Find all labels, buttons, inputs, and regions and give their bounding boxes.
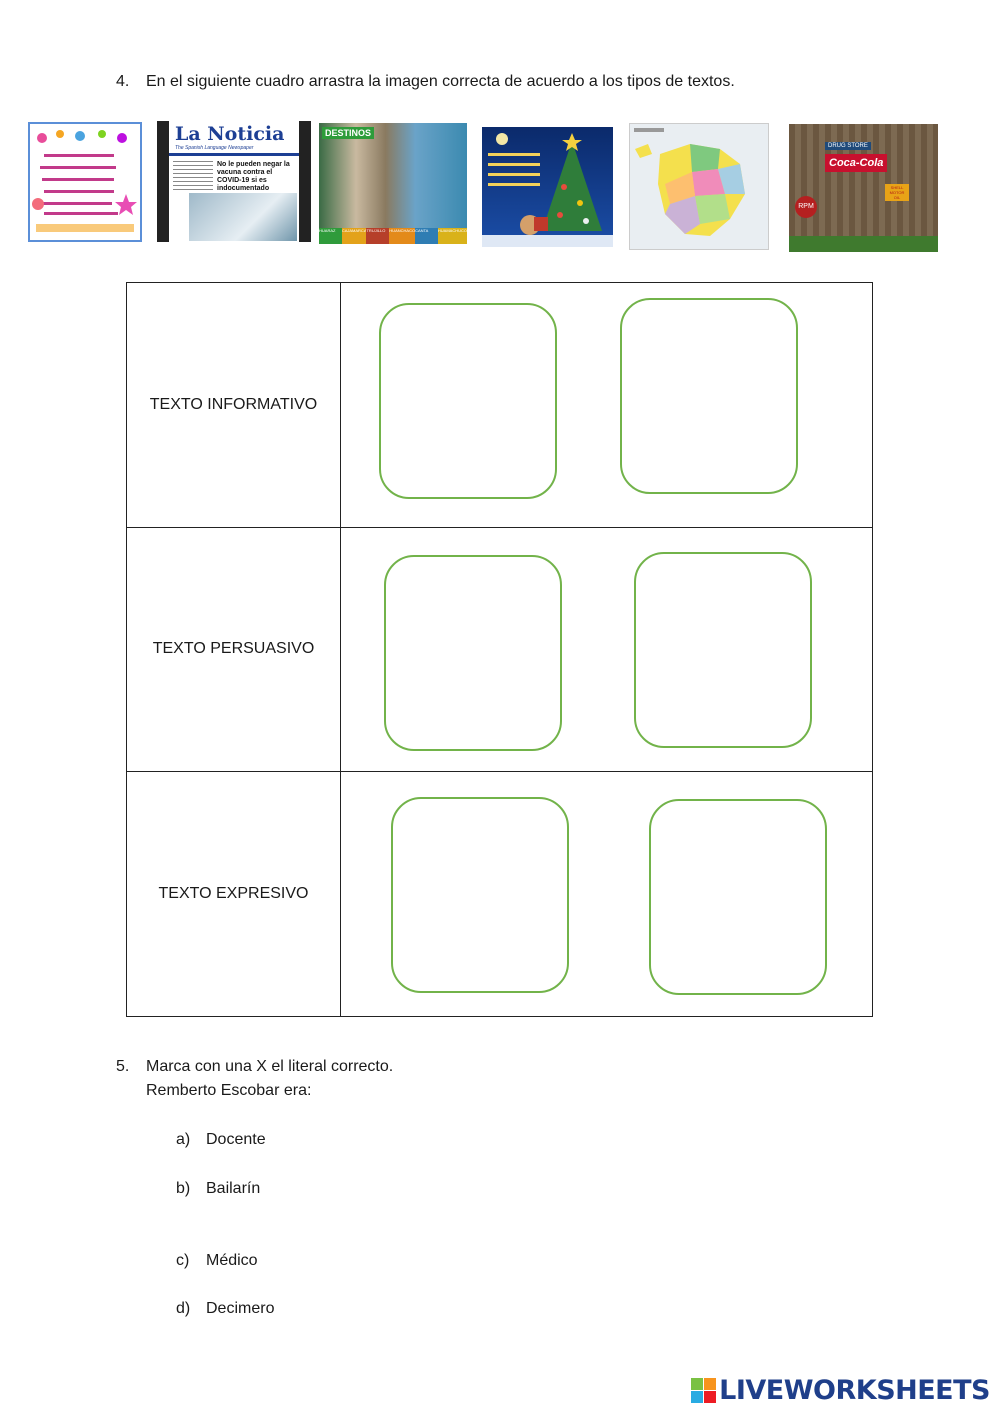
option-d-text[interactable]: Decimero: [206, 1300, 275, 1317]
map-illustration: [630, 124, 770, 251]
row-label-expresivo: TEXTO EXPRESIVO: [127, 772, 341, 1017]
newspaper-photo: [189, 193, 297, 241]
sign-rpm: RPM: [795, 196, 817, 218]
draggable-image-christmas-card[interactable]: [482, 127, 613, 247]
question-5-instruction: Marca con una X el literal correcto.: [146, 1058, 394, 1075]
option-a-text[interactable]: Docente: [206, 1131, 266, 1148]
question-4-instruction: En el siguiente cuadro arrastra la imagen correcta de acuerdo a los tipos de textos.: [146, 73, 735, 90]
drop-zone-expresivo-2[interactable]: [649, 799, 827, 995]
option-b-text[interactable]: Bailarín: [206, 1180, 261, 1197]
option-c-letter[interactable]: c): [176, 1252, 190, 1269]
question-5-subtext: Remberto Escobar era:: [146, 1082, 312, 1099]
newspaper-masthead: La Noticia: [175, 123, 285, 145]
option-b-letter[interactable]: b): [176, 1180, 191, 1197]
liveworksheets-wordmark: LIVEWORKSHEETS: [719, 1375, 990, 1406]
sign-drug-store: DRUG STORE: [825, 142, 871, 150]
question-5-number: 5.: [116, 1058, 130, 1075]
poem-illustration: [30, 124, 140, 240]
drop-zone-informativo-1[interactable]: [379, 303, 557, 499]
question-4-number: 4.: [116, 73, 130, 90]
travel-guide-destinations: HUARAZ CAJAMARCA TRUJILLO HUANCHACO CANTA HUAMACHUCO: [319, 228, 467, 244]
draggable-image-travel-guide[interactable]: [319, 123, 467, 244]
option-c-text[interactable]: Médico: [206, 1252, 258, 1269]
newspaper-tagline: The Spanish Language Newspaper: [175, 145, 254, 151]
draggable-image-newspaper[interactable]: [157, 121, 311, 242]
row-label-persuasivo: TEXTO PERSUASIVO: [127, 527, 341, 772]
newspaper-headline: No le pueden negar la vacuna contra el COVID-19 si es indocumentado: [217, 161, 290, 192]
liveworksheets-logo-icon: [691, 1378, 717, 1404]
draggable-image-vintage-signs[interactable]: [789, 124, 938, 252]
drop-zone-informativo-2[interactable]: [620, 298, 798, 494]
option-d-letter[interactable]: d): [176, 1300, 191, 1317]
option-a-letter[interactable]: a): [176, 1131, 191, 1148]
sign-coca-cola: Coca-Cola: [825, 154, 887, 172]
draggable-image-poem[interactable]: [28, 122, 142, 242]
sign-shell: SHELL MOTOR OIL: [885, 184, 909, 201]
drop-zone-persuasivo-1[interactable]: [384, 555, 562, 751]
drop-zone-persuasivo-2[interactable]: [634, 552, 812, 748]
draggable-image-map[interactable]: [629, 123, 769, 250]
row-label-informativo: TEXTO INFORMATIVO: [127, 283, 341, 528]
christmas-tree-icon: [482, 127, 613, 247]
travel-guide-title: DESTINOS: [322, 127, 374, 139]
drop-zone-expresivo-1[interactable]: [391, 797, 569, 993]
liveworksheets-logo: [691, 1375, 990, 1406]
